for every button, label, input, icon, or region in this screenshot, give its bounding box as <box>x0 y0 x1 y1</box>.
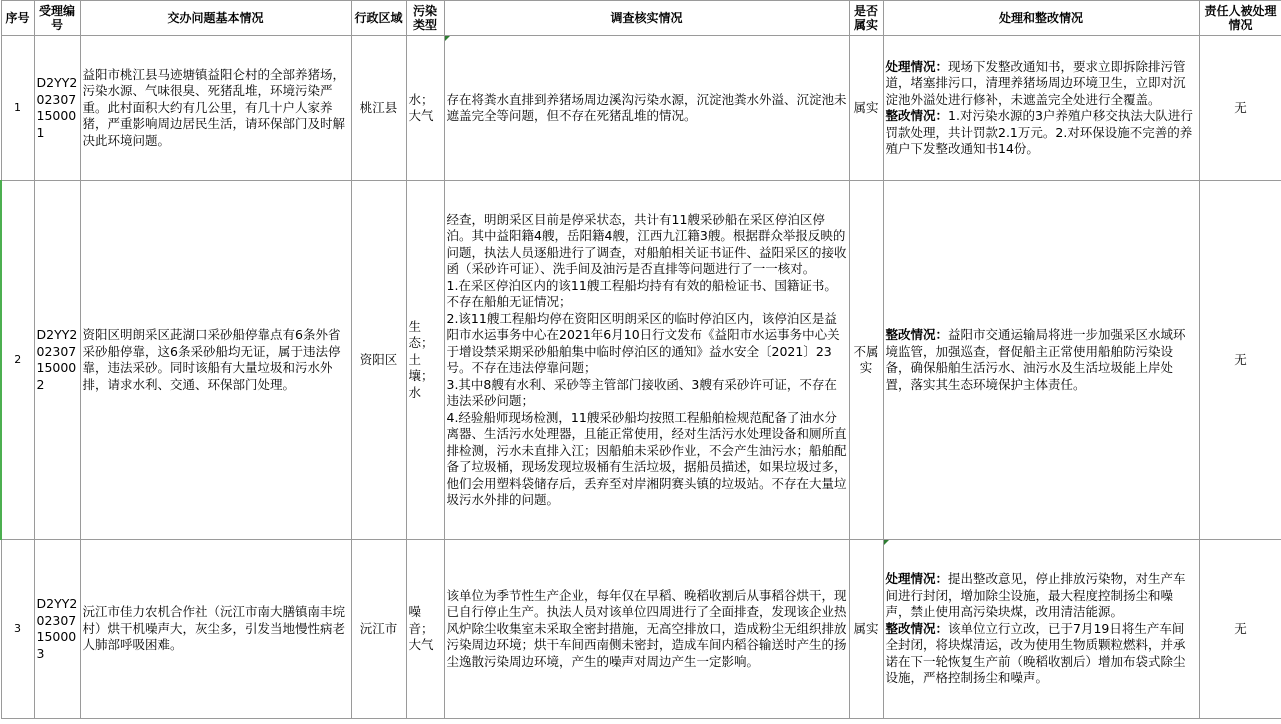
table-row <box>1 36 1281 181</box>
header-accountability[interactable]: 责任人被处理情况 <box>1199 1 1281 36</box>
cell-pollution[interactable]: 生态；土壤；水 <box>406 181 444 540</box>
cell-problem[interactable]: 资阳区明朗采区茈湖口采砂船停靠点有6条外省采砂船停靠，这6条采砂船均无证，属于违法停靠，违法采砂。同时该船有大量垃圾和污水外排，请求水利、交通、环保部门处理。 <box>80 181 351 540</box>
cell-seq[interactable]: 2 <box>1 181 34 540</box>
handling-text: 益阳市交通运输局将进一步加强采区水域环境监管，加强巡查，督促船主正常使用船舶防污染设备，确保船舶生活污水、油污水及生活垃圾能上岸处置，落实其生态环境保护主体责任。 <box>885 327 1186 392</box>
cell-pollution[interactable]: 噪音；大气 <box>406 540 444 719</box>
handling-label: 整改情况： <box>885 620 949 636</box>
header-district[interactable]: 行政区域 <box>351 1 406 36</box>
cell-district[interactable]: 资阳区 <box>351 181 406 540</box>
cell-id[interactable]: D2YY202307150002 <box>34 181 80 540</box>
handling-label: 处理情况： <box>885 58 949 74</box>
cell-verified[interactable]: 不属实 <box>849 181 883 540</box>
header-row <box>1 1 1281 36</box>
cell-accountability[interactable]: 无 <box>1199 181 1281 540</box>
handling-label: 整改情况： <box>885 108 949 123</box>
header-id[interactable]: 受理编号 <box>34 1 80 36</box>
cell-handling[interactable] <box>883 181 1199 540</box>
cell-id[interactable]: D2YY202307150001 <box>34 36 80 181</box>
handling-text: 现场下发整改通知书，要求立即拆除排污管道，堵塞排污口，清理养猪场周边环境卫生，立即对沉淀池外溢处进行修补，未遮盖完全处进行全覆盖。 <box>885 58 1186 107</box>
cell-id[interactable]: D2YY202307150003 <box>34 540 80 719</box>
cell-verified[interactable]: 属实 <box>849 540 883 719</box>
handling-text: 提出整改意见，停止排放污染物，对生产车间进行封闭，增加除尘设施，最大程度控制扬尘和噪声，禁止使用高污染块煤，改用清洁能源。 <box>885 571 1186 620</box>
cell-investigation[interactable]: 存在将粪水直排到养猪场周边溪沟污染水源，沉淀池粪水外溢、沉淀池未遮盖完全等问题，但不存在死猪乱堆的情况。 <box>444 36 849 181</box>
cell-verified[interactable]: 属实 <box>849 36 883 181</box>
cell-pollution[interactable]: 水；大气 <box>406 36 444 181</box>
header-handling[interactable]: 处理和整改情况 <box>883 1 1199 36</box>
handling-text: 1.对污染水源的3户养殖户移交执法大队进行罚款处理，共计罚款2.1万元。2.对环保设施不完善的养殖户下发整改通知书14份。 <box>885 108 1193 156</box>
cell-handling[interactable] <box>883 540 1199 719</box>
header-pollution[interactable]: 污染类型 <box>406 1 444 36</box>
cell-district[interactable]: 桃江县 <box>351 36 406 181</box>
table-row <box>1 181 1281 540</box>
handling-text: 该单位立行立改，已于7月19日将生产车间全封闭，将块煤清运，改为使用生物质颗粒燃料，并承诺在下一轮恢复生产前（晚稻收割后）增加布袋式除尘设施，严格控制扬尘和噪声。 <box>885 620 1186 686</box>
cell-district[interactable]: 沅江市 <box>351 540 406 719</box>
cell-seq[interactable]: 3 <box>1 540 34 719</box>
cell-handling[interactable] <box>883 36 1199 181</box>
cell-seq[interactable]: 1 <box>1 36 34 181</box>
header-problem[interactable]: 交办问题基本情况 <box>80 1 351 36</box>
header-investigation[interactable]: 调查核实情况 <box>444 1 849 36</box>
handling-label: 处理情况： <box>885 571 949 587</box>
table-row <box>1 540 1281 719</box>
cell-problem[interactable]: 沅江市佳力农机合作社（沅江市南大膳镇南丰垸村）烘干机噪声大，灰尘多，引发当地慢性病老人肺部呼吸困难。 <box>80 540 351 719</box>
header-seq[interactable]: 序号 <box>1 1 34 36</box>
handling-label: 整改情况： <box>885 327 949 342</box>
cell-problem[interactable]: 益阳市桃江县马迹塘镇益阳仑村的全部养猪场，污染水源、气味很臭、死猪乱堆，环境污染严重。此村面积大约有几公里，有几十户人家养猪，严重影响周边居民生活，请环保部门及时解决此环境问题。 <box>80 36 351 181</box>
cell-accountability[interactable]: 无 <box>1199 540 1281 719</box>
cell-investigation[interactable]: 该单位为季节性生产企业，每年仅在早稻、晚稻收割后从事稻谷烘干，现已自行停止生产。执法人员对该单位四周进行了全面排查，发现该企业热风炉除尘收集室未采取全密封措施，无高空排放口，造成粉尘无组织排放污染周边环境；烘干车间西南侧未密封，造成车间内稻谷输送时产生的扬尘逸散污染周边环境，产生的噪声对周边产生一定影响。 <box>444 540 849 719</box>
header-verified[interactable]: 是否属实 <box>849 1 883 36</box>
cell-accountability[interactable]: 无 <box>1199 36 1281 181</box>
cell-investigation[interactable]: 经查，明朗采区目前是停采状态，共计有11艘采砂船在采区停泊区停泊。其中益阳籍4艘，岳阳籍4艘，江西九江籍3艘。根据群众举报反映的问题，执法人员逐船进行了调查，对船舶相关证书证件、益阳采区的接收函（采砂许可证）、洗手间及油污是否直排等问题进行了一一核对。 1.在采区停泊区内的该11艘工程船均持有有效的船检证书、国籍证书。不存在船舶无证情况； 2.该11艘工程船均停在资阳区明朗采区的临时停泊区内，该停泊区是益阳市水运事务中心在2021年6月10日行文发布《益阳市水运事务中心关于增设禁采期采砂船舶集中临时停泊区的通知》益水安全〔2021〕23号。不存在违法停靠问题； 3.其中8艘有水利、采砂等主管部门接收函、3艘有采砂许可证，不存在违法采砂问题； 4.经验船师现场检测，11艘采砂船均按照工程船舶检规范配备了油水分离器、生活污水处理器，且能正常使用，经对生活污水处理设备和厕所直排检测，污水未直排入江；因船舶未采砂作业，不会产生油污水；船舶配备了垃圾桶，现场发现垃圾桶有生活垃圾，据船员描述，如果垃圾过多，他们会用塑料袋储存后，丢弃至对岸湘阴赛头镇的垃圾站。不存在大量垃圾污水外排的问题。 <box>444 181 849 540</box>
